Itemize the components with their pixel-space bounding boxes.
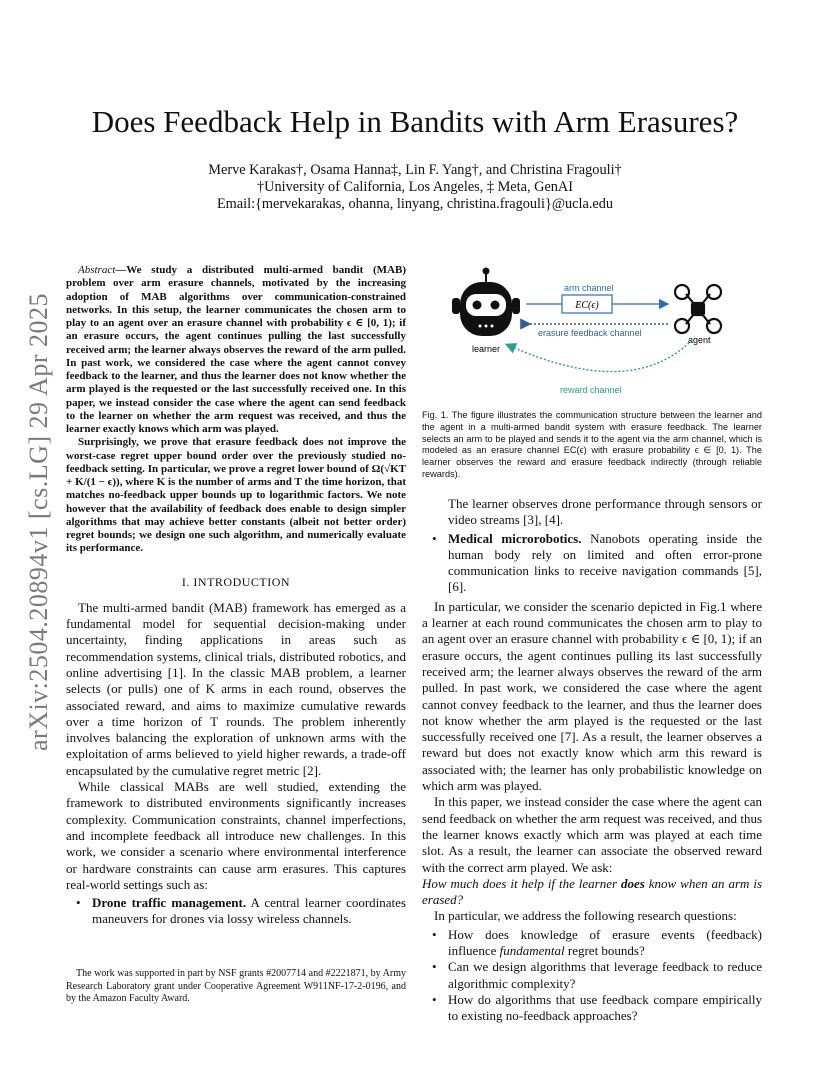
bullet1-continuation: The learner observes drone performance through sensors or video streams [3], [4].: [448, 496, 762, 528]
bullet-icon: •: [432, 926, 437, 942]
q1-emphasis: fundamental: [499, 943, 565, 959]
list-item-question-3: [422, 992, 762, 1025]
footnote-text: The work was supported in part by NSF grants #2007714 and #2221871, by Army Research Laboratory grant under Cooperative Agreement W911NF-17-2-0196, and by the Amazon Faculty Award.: [66, 968, 406, 1004]
intro-paragraph-5: In particular, we address the following research questions:: [434, 908, 737, 924]
affiliation: †University of California, Los Angeles, ‡ Meta, GenAI: [256, 179, 574, 195]
question-emphasis: does: [621, 875, 645, 891]
right-column: [422, 496, 762, 1025]
abstract-lead: Abstract: [78, 264, 116, 276]
intro-paragraph-1: The multi-armed bandit (MAB) framework has emerged as a fundamental model for sequential decision-making under uncertainty, finding applications in areas such as recommendation systems, clinical trials, distributed robotics, and online advertising [1]. In the classic MAB problem, a learner selects (or pulls) one of K arms in each round, observes the associated reward, and aims to maximize cumulative rewards over a time horizon of T rounds. The problem inherently involves balancing the exploration of unknown arms with the exploitation of arms believed to yield higher rewards, a trade-off encapsulated by the cumulative regret metric [2].: [66, 599, 406, 778]
learner-label: learner: [472, 344, 501, 354]
reward-channel-label: reward channel: [560, 385, 622, 395]
agent-label: agent: [688, 335, 711, 345]
intro-paragraph-3: In particular, we consider the scenario depicted in Fig.1 where a learner at each round communicates the chosen arm to play to an agent over an erasure channel with probability ϵ ∈ [0, 1); if an erasure occurs, the agent continues pulling its last successfully received arm; the learner always observes the reward of the arm pulled. In past work, we considered the case where the agent cannot convey feedback to the learner, and thus the learner does not know whether the arm played is the requested or the last successfully received one [7]. As a result, the learner observes a reward but does not exactly know which arm this reward is associated with; the learner has only probabilistic knowledge on which arm was played.: [422, 598, 762, 794]
drone-icon: [675, 285, 721, 333]
communication-diagram: [442, 262, 772, 402]
arm-channel-label: arm channel: [564, 283, 614, 293]
list-item-medical: [422, 531, 762, 596]
reward-channel-line: [510, 340, 692, 372]
abstract-p2: Surprisingly, we prove that erasure feedback does not improve the worst-case regret upper bound order over the previously studied no-feedback setting. In particular, we prove a regret lower bound of Ω(√KT + K/(1 − ϵ)), where K is the number of arms and T the time horizon, that matches no-feedback upper bounds up to logarithmic factors. We note however that the availability of feedback does enable to design simpler algorithms that may achieve better constants (albeit not better order) regret bounds; we design one such algorithm, and numerically evaluate its performance.: [66, 436, 406, 555]
list-item-question-1: [422, 927, 762, 960]
research-question: [422, 876, 762, 909]
bullet-icon: •: [432, 959, 437, 975]
application-list-continued: [422, 531, 762, 596]
footnote: [66, 968, 406, 1006]
figure-caption: Fig. 1. The figure illustrates the communication structure between the learner and the agent in a multi-armed bandit system with erasure feedback. The learner selects an arm to be played and sends it to the agent via the arm channel, which is modeled as an erasure channel EC(ϵ) with erasure probability ϵ ∈ [0, 1). The learner observes the reward and erasure feedback indirectly (through reliable rewards).: [422, 410, 762, 479]
erasure-channel-label: EC(ϵ): [575, 300, 599, 311]
list-item-question-2: [422, 959, 762, 992]
q1-part-c: regret bounds?: [564, 943, 645, 959]
section-heading-introduction: I. INTRODUCTION: [181, 574, 291, 589]
arxiv-id-text: arXiv:2504.20894v1 [cs.LG] 29 Apr 2025: [24, 292, 53, 752]
author-list: Merve Karakas†, Osama Hanna‡, Lin F. Yang†, and Christina Fragouli†: [208, 162, 622, 178]
arxiv-identifier: [16, 287, 62, 757]
left-column: [66, 264, 406, 928]
robot-icon: [452, 268, 520, 337]
research-questions-list: [422, 927, 762, 1025]
q3-text: How do algorithms that use feedback compare empirically to existing no-feedback approaches?: [448, 991, 762, 1024]
abstract-p1: —We study a distributed multi-armed bandit (MAB) problem over arm erasure channels, motivated by the increasing adoption of MAB algorithms over communication-constrained networks. In this setup, the learner communicates the chosen arm to play to an agent over an erasure channel with probability ϵ ∈ [0, 1); if an erasure occurs, the agent continues pulling the last successfully received arm; the learner always observes the reward of the arm pulled. In past work, we considered the case where the agent cannot convey feedback to the learner, and thus the learner does not know whether the arm played is the requested or the last successfully received one. In this paper, we instead consider the case where the agent can send feedback to the learner on whether the arm request was received, and thus the learner exactly knows which arm was played.: [66, 264, 406, 435]
list-item-drone: [66, 895, 406, 928]
bullet2-text: Nanobots operating inside the human body rely on limited and often error-prone communication links to receive navigation commands [5], [6].: [448, 530, 763, 595]
abstract: [66, 264, 406, 556]
bullet-icon: •: [432, 530, 437, 546]
question-part-c: know when an arm is erased?: [422, 875, 763, 908]
email-line: Email:{mervekarakas, ohanna, linyang, christina.fragouli}@ucla.edu: [216, 196, 614, 212]
intro-paragraph-2: While classical MABs are well studied, extending the framework to distributed environments significantly increases complexity. Communication constraints, channel imperfections, and incomplete feedback all introduce new challenges. In this work, we consider a scenario where environmental interference or hardware constraints can cause arm erasures. This captures real-world settings such as:: [66, 779, 406, 892]
q2-text: Can we design algorithms that leverage feedback to reduce algorithmic complexity?: [448, 959, 762, 991]
bullet-icon: •: [76, 895, 81, 911]
intro-paragraph-4: In this paper, we instead consider the case where the agent can send feedback on whether the arm request was received, and thus the learner knows exactly which arm was played at each time slot. As a result, the learner can associate the observed reward with the correct arm played. We ask:: [422, 794, 762, 875]
bullet2-title: Medical microrobotics.: [448, 530, 582, 546]
application-list: [66, 895, 406, 928]
paper-title: Does Feedback Help in Bandits with Arm Erasures?: [91, 104, 739, 139]
feedback-channel-label: erasure feedback channel: [538, 328, 642, 338]
bullet1-text: A central learner coordinates maneuvers for drones via lossy wireless channels.: [92, 895, 406, 927]
q1-part-a: How does knowledge of erasure events (feedback) influence: [448, 926, 762, 959]
bullet-icon: •: [432, 991, 437, 1007]
bullet1-title: Drone traffic management.: [92, 895, 247, 911]
question-part-a: How much does it help if the learner: [422, 875, 621, 891]
